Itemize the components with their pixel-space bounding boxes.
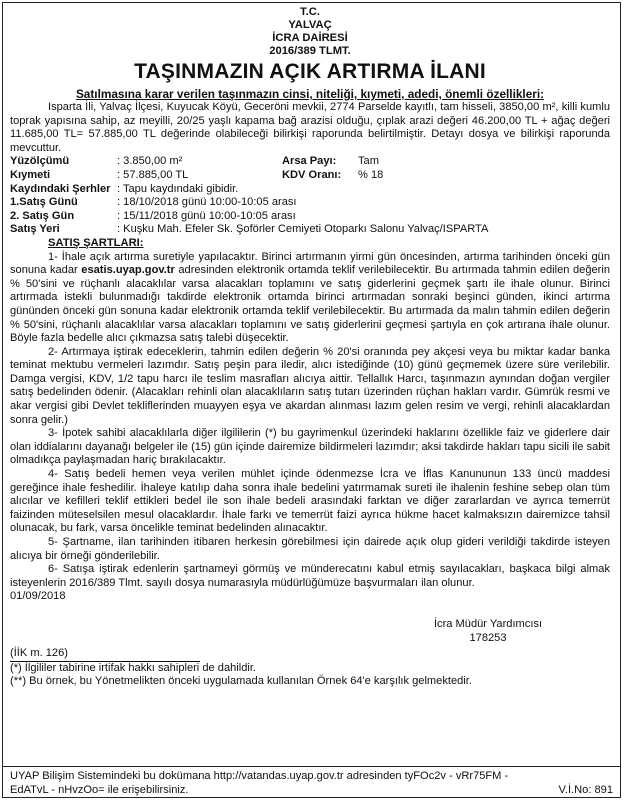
satis1-value: : 18/10/2018 günü 10:00-10:05 arası bbox=[117, 196, 297, 209]
kiymeti-label: Kıymeti bbox=[10, 168, 51, 181]
footer-line-2-wrap bbox=[10, 784, 613, 798]
kdv-value: % 18 bbox=[358, 168, 384, 181]
term-6: 6- Satışa iştirak edenlerin şartnameyi görmüş ve münderecatını kabul etmiş sayılacakları, başkaca bilgi almak isteyenlerin 2016/389 Tlmt. sayılı dosya numarasıyla müdürlüğümüze başvurmaları ilan olunur. bbox=[10, 563, 610, 589]
yuzolcumu-value: : 3.850,00 m² bbox=[117, 155, 183, 168]
document-body bbox=[10, 6, 610, 689]
footer bbox=[2, 766, 621, 797]
header-yalvac: YALVAÇ bbox=[288, 19, 332, 31]
page-title: TAŞINMAZIN AÇIK ARTIRMA İLANI bbox=[134, 60, 486, 83]
satis1-label: 1.Satış Günü bbox=[10, 196, 78, 209]
subtitle: Satılmasına karar verilen taşınmazın cinsi, niteliği, kıymeti, adedi, önemli özellikleri: bbox=[75, 87, 545, 101]
footer-line-1: UYAP Bilişim Sistemindeki bu dokümana http://vatandas.uyap.gov.tr adresinden tyFOc2v - vRr75FM - bbox=[10, 770, 509, 782]
header-file-number: 2016/389 TLMT. bbox=[269, 45, 351, 57]
term-1-part-b: adresinden elektronik ortamda teklif verilebilecektir. Bu artırmada tahmin edilen değerin % 50'sini ve rüçhanlı alacaklılar varsa alacakları toplamını ve satış giderlerini geçmek şartı ile ihale olunur. Birinci artırmada istekli bulunmadığı takdirde elektronik ortamda birinci artırmadan sonraki beşinci günden, ikinci artırma gününden önceki gün sonuna kadar elektronik ortamda teklif verilebilecektir. Bu artırmada da malın tahmin edilen değerin % 50'sini, rüçhanlı alacaklılar varsa alacakları toplamını ve satış giderlerini geçmesi şartıyla en çok artırana ihale olunur. Böyle fazla bedelle alıcı çıkmazsa satış talebi düşecektir. bbox=[10, 264, 611, 345]
term-3: 3- İpotek sahibi alacaklılarla diğer ilgililerin (*) bu gayrimenkul üzerindeki haklarını özellikle faiz ve giderlere dair olan iddialarını dayanağı belgeler ile (15) gün içinde dairemize bildirmeleri lazımdır; aksi takdirde hakları tapu sicili ile sabit olmadıkça paylaşmadan hariç bırakılacaktır. bbox=[10, 427, 610, 467]
announcement-date: 01/09/2018 bbox=[10, 590, 66, 603]
esatis-link[interactable]: esatis.uyap.gov.tr bbox=[81, 264, 175, 277]
detail-row-satis2 bbox=[10, 210, 610, 224]
property-description: Isparta İli, Yalvaç İlçesi, Kuyucak Köyü, Geceröni mevkii, 2774 Parselde kayıtlı, tam hisseli, 3850,00 m², killi kumlu toprak yapısına sahip, az meyilli, 20/25 yaşlı kapama bağ arazisi olduğu, çıplak arazi değeri 46.200,00 TL + ağaç değeri 11.685,00 TL= 57.885,00 TL değerinde olabileceği bilirkişi raporunda belirtilmiştir. Detayı dosya ve bilirkişi raporunda mevcuttur. bbox=[10, 101, 610, 154]
term-1-part-a: 1- İhale açık artırma suretiyle yapılacaktır. Birinci artırmanın yirmi gün öncesinden, artırma tarihinden önceki gün sonuna kadar bbox=[10, 250, 610, 277]
kiymeti-value: : 57.885,00 TL bbox=[117, 168, 189, 181]
serhler-value: : Tapu kaydındaki gibidir. bbox=[117, 182, 239, 195]
yuzolcumu-label: Yüzölçümü bbox=[10, 155, 70, 168]
vi-number: V.İ.No: 891 bbox=[558, 783, 613, 796]
terms-title: SATIŞ ŞARTLARI: bbox=[48, 236, 144, 249]
term-1 bbox=[10, 251, 610, 346]
footer-line-2: EdATvL - nHvzOo= ile erişebilirsiniz. bbox=[10, 783, 189, 796]
kdv-label: KDV Oranı: bbox=[282, 168, 342, 181]
detail-row-area bbox=[10, 155, 610, 169]
satis2-label: 2. Satış Gün bbox=[10, 209, 75, 222]
term-5: 5- Şartname, ilan tarihinden itibaren herkesin görebilmesi için dairede açık olup gideri verildiği takdirde isteyen alıcıya bir örneği gönderilebilir. bbox=[10, 536, 610, 562]
detail-row-serhler bbox=[10, 183, 610, 197]
arsa-payi-label: Arsa Payı: bbox=[282, 155, 337, 168]
note-1: (*) İlgililer tabirine irtifak hakkı sahipleri de dahildir. bbox=[10, 661, 257, 674]
signature-block bbox=[388, 618, 588, 645]
signature-title: İcra Müdür Yardımcısı bbox=[433, 617, 543, 630]
satis2-value: : 15/11/2018 günü 10:00-10:05 arası bbox=[117, 209, 296, 222]
term-2: 2- Artırmaya iştirak edeceklerin, tahmin edilen değerin % 20'si oranında pey akçesi veya bu miktar kadar banka teminat mektubu vermeleri lazımdır. Satış peşin para iledir, alıcı istediğinde (10) günü geçmemek üzere süre verilebilir. Damga vergisi, KDV, 1/2 tapu harcı ile teslim masrafları alıcıya aittir. Tellallık Harcı, taşınmazın aynından doğan vergiler satış bedelinden ödenir. (Alacakları rehinli olan alacaklıların satış tutarı üzerinden rüçhan hakları vardır. Gümrük resmi ve akar vergisi gibi Devlet tekliflerinden muayyen eşya ve akardan alınması lazım gelen resim ve vergi, rehinli alacaklardan sonra gelir.) bbox=[10, 345, 610, 426]
detail-row-value bbox=[10, 169, 610, 183]
header-icra-dairesi: İCRA DAİRESİ bbox=[272, 32, 348, 44]
detail-row-satis1 bbox=[10, 196, 610, 210]
reference: (İİK m. 126) bbox=[10, 647, 68, 660]
serhler-label: Kaydındaki Şerhler bbox=[10, 182, 111, 195]
yeri-label: Satış Yeri bbox=[10, 223, 60, 236]
term-4: 4- Satış bedeli hemen veya verilen mühlet içinde ödenmezse İcra ve İflas Kanununun 133 üncü maddesi gereğince ihale feshedilir. İhaleye katılıp daha sonra ihale bedelini yatırmamak sureti ile ihalenin feshine sebep olan tüm alıcılar ve kefilleri teklif ettikleri bedel ile son ihale bedeli arasındaki farktan ve diğer zararlardan ve ayrıca temerrüt faizinden müteselsilen mesul olacaklardır. İhale farkı ve temerrüt faizi ayrıca hükme hacet kalmaksızın dairemizce tahsil olunacak, bu fark, varsa öncelikle teminat bedelinden alınacaktır. bbox=[10, 468, 610, 535]
header-tc: T.C. bbox=[300, 6, 320, 18]
note-2: (**) Bu örnek, bu Yönetmelikten önceki uygulamada kullanılan Örnek 64'e karşılık gelmektedir. bbox=[10, 675, 472, 688]
signature-number: 178253 bbox=[469, 631, 507, 644]
arsa-payi-value: Tam bbox=[358, 155, 379, 168]
yeri-value: : Kuşku Mah. Efeler Sk. Şoförler Cemiyeti Otoparkı Salonu Yalvaç/ISPARTA bbox=[117, 223, 489, 236]
detail-row-yeri bbox=[10, 223, 610, 237]
